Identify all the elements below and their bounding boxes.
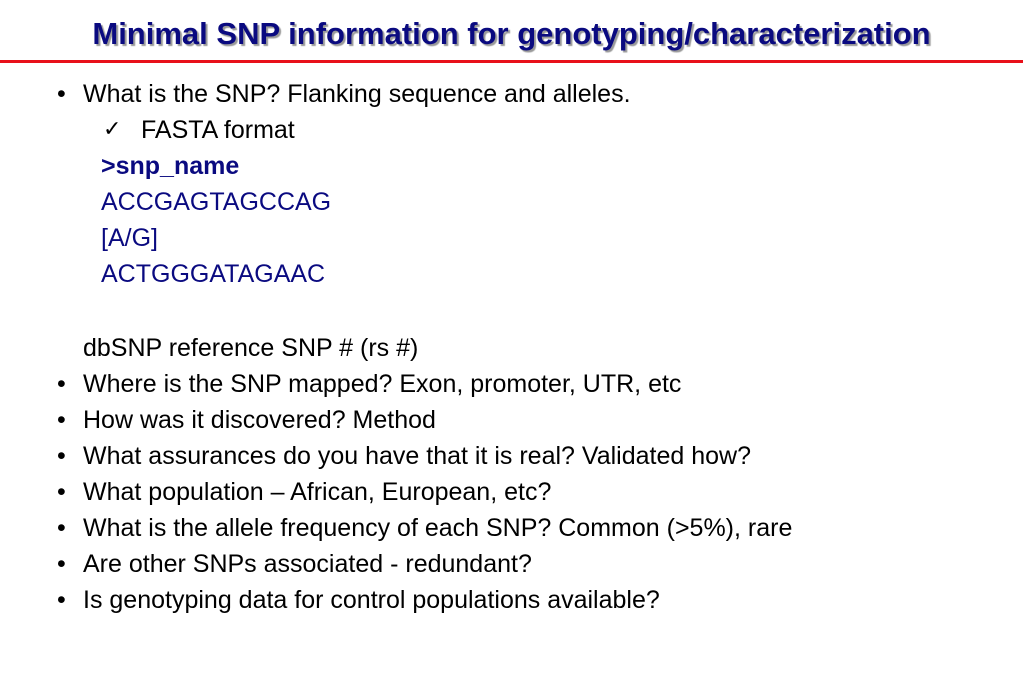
bullet-associated-snps: Are other SNPs associated - redundant? <box>83 550 532 578</box>
bullet-marker: • <box>57 406 66 434</box>
bullet-marker: • <box>57 586 66 614</box>
dbsnp-reference: dbSNP reference SNP # (rs #) <box>83 334 419 362</box>
fasta-format-label: FASTA format <box>141 116 295 144</box>
fasta-sequence-left: ACCGAGTAGCCAG <box>101 188 332 216</box>
fasta-header: >snp_name <box>101 152 240 180</box>
bullet-marker: • <box>57 550 66 578</box>
fasta-sequence-right: ACTGGGATAGAAC <box>101 260 326 288</box>
bullet-snp-mapped: Where is the SNP mapped? Exon, promoter, UTR, etc <box>83 370 682 398</box>
title-divider <box>0 60 1023 63</box>
bullet-population: What population – African, European, etc? <box>83 478 552 506</box>
bullet-what-is-snp: What is the SNP? Flanking sequence and alleles. <box>83 80 631 108</box>
bullet-discovery-method: How was it discovered? Method <box>83 406 436 434</box>
fasta-alleles: [A/G] <box>101 224 158 252</box>
bullet-marker: • <box>57 478 66 506</box>
bullet-control-populations: Is genotyping data for control populations available? <box>83 586 660 614</box>
bullet-allele-frequency: What is the allele frequency of each SNP? Common (>5%), rare <box>83 514 793 542</box>
bullet-validation: What assurances do you have that it is real? Validated how? <box>83 442 751 470</box>
slide-title: Minimal SNP information for genotyping/characterization <box>92 16 931 51</box>
bullet-marker: • <box>57 514 66 542</box>
bullet-marker: • <box>57 442 66 470</box>
check-icon: ✓ <box>103 117 122 142</box>
bullet-marker: • <box>57 370 66 398</box>
bullet-marker: • <box>57 80 66 108</box>
